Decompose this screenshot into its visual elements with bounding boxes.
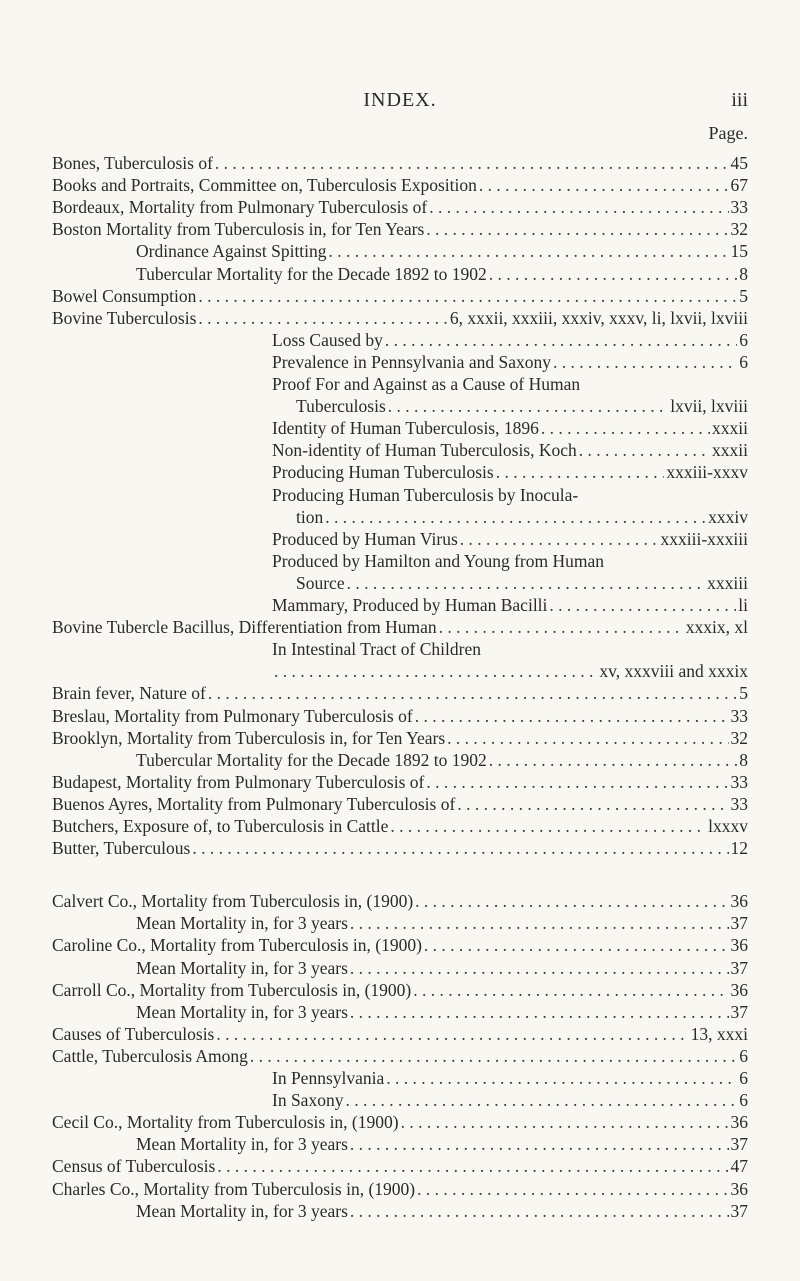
entry-text: Ordinance Against Spitting: [136, 241, 327, 262]
index-entry: [52, 174, 748, 196]
leader-dots: [350, 1133, 729, 1155]
leader-dots: [208, 682, 737, 704]
entry-text: Non-identity of Human Tuberculosis, Koch: [272, 440, 577, 461]
page-number: iii: [731, 89, 748, 111]
leader-dots: [417, 1178, 728, 1200]
index-entry: [52, 934, 748, 956]
entry-page: 37: [730, 1134, 748, 1155]
index-entry: [136, 912, 748, 934]
index-entry: [272, 351, 748, 373]
entry-page: xxxiii-xxxv: [666, 462, 748, 483]
entry-text: Loss Caused by: [272, 329, 383, 350]
index-entry: [52, 196, 748, 218]
index-entry: [52, 1111, 748, 1133]
leader-dots: [198, 285, 737, 307]
entry-text: In Pennsylvania: [272, 1068, 385, 1088]
leader-dots: [274, 660, 597, 682]
leader-dots: [579, 439, 710, 461]
leader-dots: [489, 749, 738, 771]
entry-text: Tubercular Mortality for the Decade 1892 to 1902: [136, 749, 487, 770]
entry-page: 12: [730, 838, 748, 859]
index-entry: [272, 484, 748, 506]
index-entry: [136, 749, 748, 771]
entry-text: In Intestinal Tract of Children: [272, 639, 482, 660]
page-header: [0, 89, 800, 119]
leader-dots: [192, 837, 728, 859]
index-entry: [52, 837, 748, 859]
entry-text: Census of Tuberculosis: [52, 1156, 216, 1177]
leader-dots: [350, 912, 729, 934]
entry-page: 8: [739, 263, 748, 284]
leader-dots: [350, 1001, 729, 1023]
entry-page: 45: [730, 153, 748, 173]
leader-dots: [217, 1155, 728, 1177]
index-entry: [136, 263, 748, 285]
leader-dots: [347, 572, 706, 594]
leader-dots: [390, 815, 706, 837]
leader-dots: [460, 528, 659, 550]
index-entry: [272, 550, 748, 572]
index-entry: [52, 616, 748, 638]
entry-page: 67: [730, 175, 748, 196]
entry-text: In Saxony: [272, 1090, 344, 1111]
leader-dots: [216, 1023, 688, 1045]
index-entry: [52, 705, 748, 727]
entry-page: 47: [730, 1156, 748, 1177]
entry-page: 37: [730, 1001, 748, 1022]
entry-text: tion: [296, 506, 324, 527]
entry-page: 37: [730, 957, 748, 978]
entry-page: 36: [730, 891, 748, 912]
index-entry: [272, 638, 748, 660]
entry-page: 6: [739, 329, 748, 350]
index-entry: [272, 594, 748, 616]
index-entry: [136, 240, 748, 262]
leader-dots: [385, 329, 737, 351]
entry-page: lxvii, lxviii: [670, 396, 748, 417]
index-entry: [52, 1045, 748, 1067]
leader-dots: [415, 890, 728, 912]
leader-dots: [413, 979, 728, 1001]
leader-dots: [426, 771, 728, 793]
entry-text: Carroll Co., Mortality from Tuberculosis in, (1900): [52, 979, 412, 1000]
entry-page: 6: [739, 1045, 748, 1066]
entry-page: 15: [730, 241, 748, 262]
entry-text: Buenos Ayres, Mortality from Pulmonary Tuberculosis of: [52, 793, 456, 814]
entry-text: Calvert Co., Mortality from Tuberculosis in, (1900): [52, 891, 414, 912]
entry-text: Tubercular Mortality for the Decade 1892 to 1902: [136, 263, 487, 284]
entry-text: Charles Co., Mortality from Tuberculosis in, (1900): [52, 1178, 416, 1199]
entry-text: Source: [296, 572, 345, 593]
index-entry: [52, 771, 748, 793]
entry-page: 33: [730, 705, 748, 726]
entry-text: Bordeaux, Mortality from Pulmonary Tuberculosis of: [52, 197, 428, 218]
entry-text: Cattle, Tuberculosis Among: [52, 1045, 248, 1066]
leader-dots: [447, 727, 728, 749]
leader-dots: [424, 934, 729, 956]
index-entry: [52, 815, 748, 837]
leader-dots: [549, 594, 736, 616]
entry-text: Mean Mortality in, for 3 years: [136, 1001, 348, 1022]
index-entry: [52, 979, 748, 1001]
entry-page: 33: [730, 197, 748, 218]
entry-text: Butter, Tuberculous: [52, 838, 191, 859]
leader-dots: [489, 263, 738, 285]
entry-text: Produced by Human Virus: [272, 528, 458, 549]
index-entry: [272, 1089, 748, 1111]
entry-text: Brooklyn, Mortality from Tuberculosis in, for Ten Years: [52, 727, 446, 748]
index-entry: [52, 1155, 748, 1177]
entry-page: xxxiii-xxxiii: [660, 528, 748, 549]
leader-dots: [426, 218, 728, 240]
index-entry: [136, 1200, 748, 1222]
entry-page: xxxii: [712, 440, 748, 461]
leader-dots: [329, 240, 729, 262]
entry-text: Bowel Consumption: [52, 285, 197, 306]
entry-text: Breslau, Mortality from Pulmonary Tuberculosis of: [52, 705, 413, 726]
entry-page: 8: [739, 749, 748, 770]
entry-page: xxxii: [712, 418, 748, 439]
index-entry: [52, 793, 748, 815]
entry-text: Identity of Human Tuberculosis, 1896: [272, 418, 539, 439]
entry-text: Butchers, Exposure of, to Tuberculosis in Cattle: [52, 816, 389, 836]
entry-page: 37: [730, 913, 748, 934]
leader-dots: [429, 196, 728, 218]
entry-page: 13, xxxi: [690, 1023, 748, 1044]
entry-text: Mammary, Produced by Human Bacilli: [272, 595, 548, 615]
leader-dots: [496, 461, 665, 483]
entry-text: Caroline Co., Mortality from Tuberculosis in, (1900): [52, 935, 422, 956]
entry-page: li: [738, 595, 748, 615]
index-entry: [296, 395, 748, 417]
entry-page: 32: [730, 727, 748, 748]
entry-text: Mean Mortality in, for 3 years: [136, 913, 348, 934]
index-entry: [52, 218, 748, 240]
leader-dots: [215, 152, 729, 174]
entry-page: 33: [730, 771, 748, 792]
entry-page: 6: [739, 1090, 748, 1111]
entry-page: 36: [730, 935, 748, 956]
entry-page: 32: [730, 219, 748, 240]
leader-dots: [553, 351, 737, 373]
leader-dots: [198, 307, 447, 329]
leader-dots: [386, 1067, 737, 1089]
entry-text: Producing Human Tuberculosis: [272, 462, 494, 483]
entry-text: Bones, Tuberculosis of: [52, 153, 213, 173]
entry-page: 6: [739, 1068, 748, 1088]
entry-page: xxxix, xl: [685, 617, 748, 638]
leader-dots: [345, 1089, 737, 1111]
entry-page: 5: [739, 683, 748, 704]
entry-text: Bovine Tuberculosis: [52, 307, 197, 328]
leader-dots: [401, 1111, 729, 1133]
index-entry: [52, 1178, 748, 1200]
index-entry: [52, 727, 748, 749]
entry-text: Books and Portraits, Committee on, Tuberculosis Exposition: [52, 175, 477, 196]
index-entry: [272, 660, 748, 682]
index-entry: [52, 285, 748, 307]
leader-dots: [479, 174, 729, 196]
index-entry: [272, 461, 748, 483]
running-head: INDEX.: [363, 89, 437, 111]
index-entry: [136, 1001, 748, 1023]
index-entry: [272, 439, 748, 461]
entry-text: Bovine Tubercle Bacillus, Differentiation from Human: [52, 617, 437, 638]
leader-dots: [325, 506, 706, 528]
index-entry: [296, 506, 748, 528]
entry-text: Cecil Co., Mortality from Tuberculosis in, (1900): [52, 1112, 399, 1133]
index-entry: [52, 1023, 748, 1045]
index-entry: [52, 682, 748, 704]
leader-dots: [250, 1045, 737, 1067]
entry-text: Mean Mortality in, for 3 years: [136, 957, 348, 978]
index-entry: [272, 417, 748, 439]
entry-text: Proof For and Against as a Cause of Human: [272, 374, 581, 394]
index-entry: [52, 307, 748, 329]
entry-page: 36: [730, 1178, 748, 1199]
index-entry: [52, 890, 748, 912]
entry-text: Prevalence in Pennsylvania and Saxony: [272, 351, 551, 372]
entry-page: 36: [730, 1112, 748, 1133]
index-entry: [272, 329, 748, 351]
entry-text: Boston Mortality from Tuberculosis in, for Ten Years: [52, 219, 425, 240]
entry-text: Brain fever, Nature of: [52, 683, 206, 704]
entry-text: Tuberculosis: [296, 396, 386, 417]
entry-page: lxxxv: [708, 816, 748, 836]
entry-page: 36: [730, 979, 748, 1000]
index-entry: [52, 152, 748, 174]
entry-page: 6, xxxii, xxxiii, xxxiv, xxxv, li, lxvii, lxviii: [449, 307, 748, 328]
entry-text: Produced by Hamilton and Young from Human: [272, 550, 604, 571]
index-entry: [272, 1067, 748, 1089]
entry-page: 6: [739, 351, 748, 372]
leader-dots: [350, 957, 729, 979]
page-column-label: Page.: [708, 123, 748, 143]
leader-dots: [350, 1200, 729, 1222]
entry-page: 37: [730, 1200, 748, 1221]
entry-page: xxxiii: [707, 572, 748, 593]
entry-page: xv, xxxviii and xxxix: [599, 661, 748, 682]
leader-dots: [415, 705, 729, 727]
index-entry: [136, 957, 748, 979]
entry-text: Budapest, Mortality from Pulmonary Tuberculosis of: [52, 771, 425, 792]
leader-dots: [439, 616, 684, 638]
index-entry: [296, 572, 748, 594]
leader-dots: [388, 395, 668, 417]
entry-page: 5: [739, 285, 748, 306]
entry-text: Mean Mortality in, for 3 years: [136, 1134, 348, 1155]
entry-page: xxxiv: [708, 506, 748, 527]
index-entry: [136, 1133, 748, 1155]
entry-page: 33: [730, 793, 748, 814]
entry-text: Producing Human Tuberculosis by Inocula-: [272, 484, 579, 505]
entry-text: Causes of Tuberculosis: [52, 1023, 215, 1044]
leader-dots: [541, 417, 710, 439]
index-entry: [272, 528, 748, 550]
leader-dots: [457, 793, 728, 815]
entry-text: Mean Mortality in, for 3 years: [136, 1200, 348, 1221]
index-entry: [272, 373, 748, 395]
